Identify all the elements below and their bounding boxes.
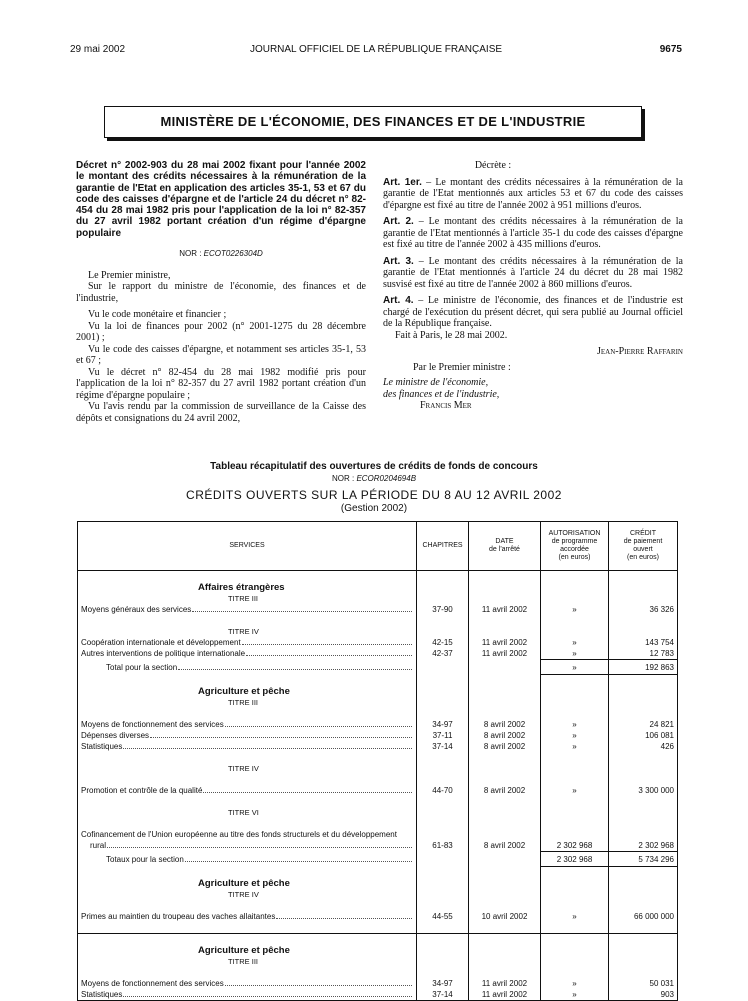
titre-row: TITRE III <box>78 697 678 708</box>
table-row: Promotion et contrôle de la qualité 44-70 8 avril 2002 » 3 300 000 <box>78 785 678 796</box>
table-nor: NOR : ECOR0204694B <box>331 474 417 483</box>
minister-title-2: des finances et de l'industrie, <box>383 388 500 400</box>
col-date: DATE de l'arrêté <box>469 522 541 571</box>
col-autorisation: AUTORISATION de programme accordée (en euros) <box>541 522 609 571</box>
minister-name: Francis Mer <box>420 400 472 411</box>
decree-paragraph: Vu le code monétaire et financier ; <box>88 309 227 321</box>
col-chapitres: CHAPITRES <box>417 522 469 571</box>
titre-row: TITRE IV <box>78 763 678 774</box>
credits-table <box>77 521 678 1001</box>
decree-paragraph: Vu le décret n° 82-454 du 28 mai 1982 modifié pris pour l'application de la loi n° 82-357 du 27 avril 1982 portant création d'un régime d'épargne populaire ; <box>76 366 366 401</box>
total-row: Totaux pour la section 2 302 968 5 734 296 <box>78 852 678 867</box>
decree-right-column <box>383 160 683 412</box>
article-4: Art. 4. – Le ministre de l'économie, des finances et de l'industrie est chargé de l'exécution du présent décret, qui sera publié au Journal officiel de la République française. <box>383 295 683 329</box>
table-row: Moyens de fonctionnement des services 34-97 11 avril 2002 » 50 031 <box>78 978 678 989</box>
col-credit: CRÉDIT de paiement ouvert (en euros) <box>609 522 678 571</box>
decree-title: Décret n° 2002-903 du 28 mai 2002 fixant pour l'année 2002 le montant des crédits nécessaires à la rémunération de la garantie de l'Etat en application des articles 35-1, 53 et 67 du code des caisses d'épargne et de l'article 24 du décret n° 82-454 du 28 mai 1982 pris pour l'application de la loi n° 82-357 du 27 avril 1982 portant création d'un régime d'épargne populaire <box>76 160 366 239</box>
table-row: Coopération internationale et développement 42-15 11 avril 2002 » 143 754 <box>78 637 678 648</box>
table-title: Tableau récapitulatif des ouvertures de crédits de fonds de concours <box>210 461 538 472</box>
signer-name: Jean-Pierre Raffarin <box>597 346 683 357</box>
titre-row: TITRE IV <box>78 626 678 637</box>
minister-title-1: Le ministre de l'économie, <box>383 377 489 388</box>
titre-row: TITRE III <box>78 593 678 604</box>
table-row: rural 61-83 8 avril 2002 2 302 968 2 302 968 <box>78 840 678 852</box>
titre-row: TITRE III <box>78 956 678 967</box>
header-page-number: 9675 <box>659 44 682 55</box>
decree-paragraph: Vu la loi de finances pour 2002 (n° 2001-1275 du 28 décembre 2001) ; <box>76 320 366 344</box>
decree-paragraph: Vu l'avis rendu par la commission de surveillance de la Caisse des dépôts et consignations du 24 avril 2002, <box>76 401 366 424</box>
fait-a-paris: Fait à Paris, le 28 mai 2002. <box>395 329 508 341</box>
table-row: Autres interventions de politique internationale 42-37 11 avril 2002 » 12 783 <box>78 648 678 660</box>
section-header: Agriculture et pêche <box>78 686 678 697</box>
article-1: Art. 1er. – Le montant des crédits nécessaires à la rémunération de la garantie de l'Etat mentionnés aux articles 53 et 67 du code des caisses d'épargne est fixé au titre de l'année 2002 à 951 millions d'euros. <box>383 176 683 211</box>
credits-subheading: (Gestion 2002) <box>340 503 408 514</box>
section-header: Agriculture et pêche <box>78 945 678 956</box>
decrete-label: Décrète : <box>474 160 512 171</box>
header-date: 29 mai 2002 <box>70 44 126 55</box>
article-2: Art. 2. – Le montant des crédits nécessaires à la rémunération de la garantie de l'Etat mentionnés à l'article 35-1 du code des caisses d'épargne est fixé au titre de l'année 2002 à 435 millions d'euros. <box>383 216 683 250</box>
ministry-banner: MINISTÈRE DE L'ÉCONOMIE, DES FINANCES ET DE L'INDUSTRIE <box>104 106 642 138</box>
section-header: Agriculture et pêche <box>78 878 678 889</box>
table-row: Moyens généraux des services 37-90 11 avril 2002 » 36 326 <box>78 604 678 615</box>
decree-paragraph: Le Premier ministre, <box>88 269 171 281</box>
col-services: SERVICES <box>78 522 417 571</box>
table-row: Cofinancement de l'Union européenne au titre des fonds structurels et du développement <box>78 829 678 840</box>
titre-row: TITRE VI <box>78 807 678 818</box>
decree-paragraph: Sur le rapport du ministre de l'économie, des finances et de l'industrie, <box>76 281 366 304</box>
credits-heading: CRÉDITS OUVERTS SUR LA PÉRIODE DU 8 AU 12 AVRIL 2002 <box>186 488 562 502</box>
table-row: Dépenses diverses 37-11 8 avril 2002 » 106 081 <box>78 730 678 741</box>
decree-left-column <box>76 160 366 424</box>
table-row: Moyens de fonctionnement des services 34-97 8 avril 2002 » 24 821 <box>78 719 678 730</box>
table-row: Statistiques 37-14 8 avril 2002 » 426 <box>78 741 678 752</box>
table-row: Statistiques 37-14 11 avril 2002 » 903 <box>78 989 678 1001</box>
header-journal: JOURNAL OFFICIEL DE LA RÉPUBLIQUE FRANÇAISE <box>249 44 503 55</box>
decree-nor-code: ECOT0226304D <box>203 249 263 259</box>
section-header: Affaires étrangères <box>78 582 678 593</box>
table-row: Primes au maintien du troupeau des vaches allaitantes 44-55 10 avril 2002 » 66 000 000 <box>78 911 678 922</box>
par-le-premier-ministre: Par le Premier ministre : <box>413 361 511 373</box>
total-row: Total pour la section » 192 863 <box>78 660 678 675</box>
decree-nor: NOR : ECOT0226304D <box>179 249 263 259</box>
table-header-row <box>78 522 678 571</box>
article-3: Art. 3. – Le montant des crédits nécessaires à la rémunération de la garantie de l'Etat mentionnés à l'article 24 du décret du 28 mai 1982 susvisé est fixé au titre de l'année 2002 à 860 millions d'euros. <box>383 255 683 290</box>
titre-row: TITRE IV <box>78 889 678 900</box>
decree-paragraph: Vu le code des caisses d'épargne, et notamment ses articles 35-1, 53 et 67 ; <box>76 343 366 367</box>
